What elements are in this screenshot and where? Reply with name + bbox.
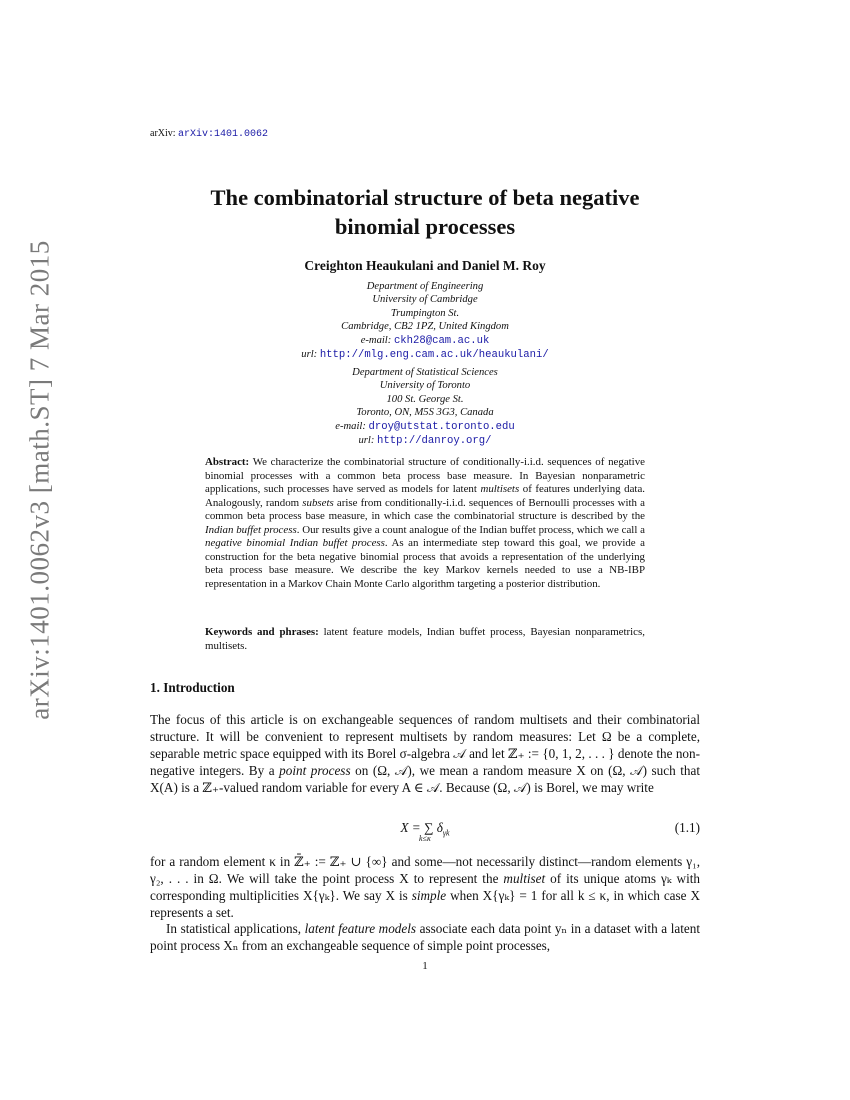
affil1-url-line (150, 348, 700, 362)
affiliation-cambridge (150, 280, 700, 362)
abstract-em-2: subsets (302, 496, 334, 509)
abstract-label: Abstract: (205, 456, 250, 468)
equation-formula (150, 820, 700, 843)
intro-paragraph-1 (150, 711, 700, 796)
affiliation-toronto (150, 366, 700, 448)
equation-delta-sub: γk (442, 828, 450, 838)
affil1-univ: University of Cambridge (372, 294, 478, 306)
intro-p2-em-1: multiset (503, 871, 546, 886)
affil2-url-link[interactable]: http://danroy.org/ (377, 435, 492, 448)
affil1-email-line (150, 334, 700, 348)
intro-p1-text-2: on (Ω, 𝒜), we mean a random measure X on (Ω, 𝒜) such that X(A) is a ℤ₊-valued random variable for every A ∈ 𝒜. Because (Ω, 𝒜) is Borel, we may write (150, 763, 700, 795)
keywords (205, 626, 645, 653)
abstract-text-5: . As an intermediate step toward this goal, we provide a construction for the beta negative binomial process that avoids a representation of the underlying beta process base measure. We describe the key Markov kernels needed to use a NB-IBP representation in a Markov Chain Monte Carlo algorithm targeting a posterior distribution. (205, 537, 645, 590)
affil2-email-link[interactable]: droy@utstat.toronto.edu (368, 420, 515, 433)
equation-sum-sub: k≤κ (419, 834, 431, 843)
intro-p2-text-2: of its unique atoms γₖ with corresponding multiplicities X{γₖ}. We say X is (150, 871, 701, 903)
abstract-em-3: Indian buffet process (205, 523, 297, 536)
affil2-univ: University of Toronto (379, 380, 471, 392)
affil2-email-label: e-mail: (335, 420, 366, 432)
keywords-text: latent feature models, Indian buffet process, Bayesian nonparametrics, multisets. (205, 626, 645, 652)
affil1-url-label: url: (301, 349, 318, 361)
abstract-text-2: of features underlying data. Analogously, random (205, 483, 645, 509)
affil2-url-line (150, 434, 700, 448)
affil1-email-link[interactable]: ckh28@cam.ac.uk (393, 334, 490, 347)
affil1-street: Trumpington St. (390, 307, 460, 319)
intro-p2-text-3: when X{γₖ} = 1 for all k ≤ κ, in which case X represents a set. (150, 888, 701, 920)
abstract-text-4: . Our results give a count analogue of the Indian buffet process, which we call a (296, 523, 645, 536)
intro-p3-em-1: latent feature models (304, 921, 417, 936)
affil1-city: Cambridge, CB2 1PZ, United Kingdom (341, 321, 509, 333)
arxiv-side-stamp: arXiv:1401.0062v3 [math.ST] 7 Mar 2015 (24, 240, 55, 720)
affil1-email-label: e-mail: (360, 334, 392, 346)
intro-p3-text-1: In statistical applications, (166, 921, 301, 936)
abstract-text-3: arise from conditionally-i.i.d. sequences of Bernoulli processes with a common beta process base measure, in which case the combinatorial structure is described by the (205, 496, 645, 522)
preprint-line (150, 128, 268, 140)
authors: Creighton Heaukulani and Daniel M. Roy (304, 258, 546, 273)
affil1-url-link[interactable]: http://mlg.eng.cam.ac.uk/heaukulani/ (319, 349, 549, 362)
abstract-text-1: We characterize the combinatorial structure of conditionally-i.i.d. sequences of negative binomial processes with a common beta process base measure. In Bayesian nonparametric applications, such processes have served as models for latent (205, 456, 645, 495)
affil2-street: 100 St. George St. (386, 393, 464, 405)
title-line-1: The combinatorial structure of beta negative (210, 185, 640, 210)
abstract (205, 456, 645, 591)
affil2-city: Toronto, ON, M5S 3G3, Canada (356, 407, 494, 419)
intro-p2-em-2: simple (411, 888, 447, 903)
title-line-2: binomial processes (334, 214, 516, 239)
intro-p1-em-1: point process (279, 763, 351, 778)
preprint-link[interactable]: arXiv:1401.0062 (178, 129, 269, 140)
equation-body: X = ∑ δ (400, 820, 443, 835)
keywords-label: Keywords and phrases: (205, 626, 319, 638)
intro-paragraph-2 (150, 853, 700, 921)
intro-paragraph-3 (150, 920, 700, 954)
affil2-url-label: url: (358, 435, 375, 447)
affil1-dept: Department of Engineering (366, 281, 484, 292)
affil2-email-line (150, 420, 700, 434)
section-heading: 1. Introduction (150, 680, 235, 695)
intro-p1-text-1: The focus of this article is on exchangeable sequences of random multisets and their combinatorial structure. It will be convenient to represent multisets by random measures: Let Ω be a complete, separable metric space equipped with its Borel σ-algebra 𝒜 and let ℤ₊ := {0, 1, 2, . . . } denote the non-negative integers. By a (150, 712, 700, 778)
intro-p3-text-2: associate each data point yₙ in a dataset with a latent point process Xₙ from an exchangeable sequence of simple point processes, (150, 921, 700, 953)
intro-p2-text-1: for a random element κ in ℤ̄₊ := ℤ₊ ∪ {∞} and some—not necessarily distinct—random elements γ₁, γ₂, . . . in Ω. We will take the point process X to represent the (150, 854, 700, 886)
preprint-label: arXiv: (150, 128, 176, 139)
paper-title (150, 183, 700, 241)
equation-1-1 (150, 820, 700, 842)
affil2-dept: Department of Statistical Sciences (352, 367, 498, 378)
abstract-em-1: multisets (480, 483, 520, 495)
equation-number: (1.1) (674, 820, 700, 835)
page-number: 1 (422, 960, 428, 972)
abstract-em-4: negative binomial Indian buffet process (205, 537, 385, 549)
